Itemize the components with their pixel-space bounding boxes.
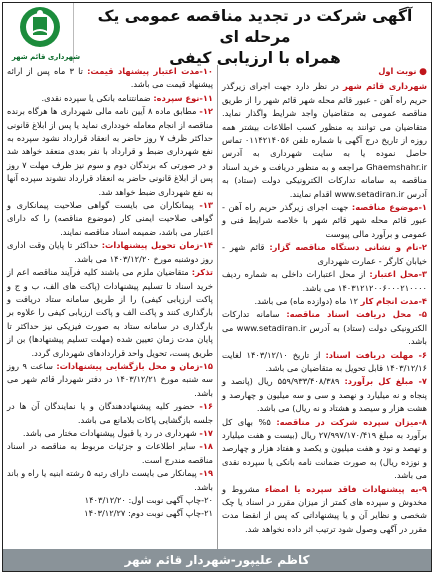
clause-paragraph bbox=[7, 360, 213, 400]
clause-heading: ۷- مبلغ کل برآورد: bbox=[344, 376, 427, 387]
clause-paragraph bbox=[7, 199, 213, 239]
ad-header bbox=[3, 3, 431, 65]
clause-text: شهرداری در رد یا قبول پیشنهادات مختار می باشد. bbox=[22, 427, 200, 438]
clause-text: حضور کلیه پیشنهاددهندگان و یا نمایندگان آن ها در جلسه بازگشایی پاکات بلامانع می باشد. bbox=[7, 401, 213, 425]
clause-heading: ۱۷- bbox=[199, 427, 213, 438]
clause-paragraph bbox=[7, 92, 213, 105]
right-column bbox=[217, 65, 431, 551]
clause-heading: ۳-محل اعتبار: bbox=[369, 269, 427, 280]
clause-paragraph bbox=[7, 266, 213, 360]
clause-text: ۲۱-چاپ آگهی نوبت دوم: ۱۴۰۳/۱۲/۲۷ bbox=[84, 508, 213, 519]
clause-heading: ۶- مهلت دریافت اسناد: bbox=[325, 349, 427, 360]
clause-paragraph bbox=[222, 308, 427, 348]
clause-text: متقاضیان ملزم می باشند کلیه فرآیند مناقصه اعم از خرید اسناد تا تسلیم پیشنهادات (پاکت های الف، ب و ج و پاکت ارزیابی کیفی) را از طریق سامانه ستاد دریافت و بارگذاری کنند و پاکت الف و پاکت ارزیابی کیفی را علاوه بر بارگذاری در سامانه ستاد به صورت فیزیکی نیز حداکثر تا پایان مدت زمان تعیین شده (مهلت تسلیم پیشنهادها) بن از طریق پست، تحویل واحد قراردادهای شهرداری گردد. bbox=[7, 267, 213, 358]
clause-text: در نظر دارد جهت اجرای زیرگذر حریم راه آهن - عبور قائم محله شهر قائم شهر را از طریق مناقصه عمومی به متقاضیان واجد شرایط واگذار نماید. متقاضیان می توانند به منظور کسب اطلاعات بیشتر همه روزه از تاریخ درج آگهی با شماره تلفن ۰۱۱۴۲۱۴۰۵۶ تماس حاصل نموده یا به سایت شهرداری به آدرس Ghaemshahr.ir مراجعه و به منظور دریافت و خرید اسناد مناقصه به سامانه تدارکات الکترونیکی دولت (ستاد) به آدرس www.setadiran.ir اقدام نمایند. bbox=[222, 81, 427, 199]
clause-heading: ۲-نام و نشانی دستگاه مناقصه گزار: bbox=[269, 242, 427, 253]
clause-paragraph bbox=[222, 416, 427, 483]
clause-text: سایر اطلاعات و جزئیات مربوط به مناقصه در اسناد مناقصه مندرج است. bbox=[7, 441, 213, 465]
clause-paragraph bbox=[7, 494, 213, 507]
clause-text: پیمانکار می بایست دارای رتبه ۵ رشته ابنیه یا راه و باند باشد. bbox=[7, 468, 213, 492]
clause-text: سامانه تدارکات الکترونیکی دولت (ستاد) به آدرس www.setadiran.ir می باشد. bbox=[222, 309, 428, 347]
clause-heading: ۱۰-مدت اعتبار پیشنهاد قیمت: bbox=[87, 66, 213, 76]
clause-paragraph bbox=[7, 400, 213, 427]
municipality-logo bbox=[9, 5, 81, 63]
clause-heading: ۹-به پیشنهادات فاقد سپرده یا امضاء bbox=[265, 483, 427, 494]
clause-text: ۱۲ ماه (دوازده ماه) می باشد. bbox=[254, 295, 361, 306]
clause-heading: ۱۶- bbox=[199, 401, 213, 412]
clause-text: پیمانکاران می بایست گواهی صلاحیت پیمانکاری و گواهی صلاحیت ایمنی کار (موضوع مناقصه) را که دارای اعتبار می باشد، ضمیمه اسناد مناقصه نمایند. bbox=[7, 200, 213, 237]
clause-heading: ۴-مدت انجام کار bbox=[360, 295, 427, 306]
clause-paragraph bbox=[222, 375, 427, 415]
clause-heading: ۱۸- bbox=[199, 441, 213, 452]
logo-caption: شهرداری قائم شهر bbox=[11, 53, 81, 61]
clause-heading: ۱۳- bbox=[199, 200, 213, 211]
clause-text: قائم شهر - خیابان کارگر - عمارت شهرداری bbox=[222, 242, 427, 266]
clause-paragraph bbox=[222, 241, 427, 268]
clause-paragraph bbox=[7, 440, 213, 467]
clause-paragraph bbox=[222, 295, 427, 308]
clause-heading: شهرداری قائم شهر bbox=[342, 81, 427, 92]
clause-paragraph bbox=[222, 349, 427, 376]
clause-paragraph bbox=[222, 483, 427, 537]
ad-title bbox=[85, 6, 425, 69]
clause-text: جهت اجرای زیرگذر حریم راه آهن - عبور قائم محله شهر قائم شهر با خلاصه شرایط فنی و عمومی و برآورد مالی پیوست bbox=[222, 202, 427, 239]
clause-heading: ۱-موضوع مناقصه: bbox=[351, 202, 427, 213]
clause-text: مطابق ماده ۸ آیین نامه مالی شهرداری ها هرگاه برنده مناقصه از انجام معامله خودداری نماید یا پس از ابلاغ قانونی حداکثر ظرف ۷ روز حاضر به انعقاد قرارداد نشود سپرده به نفع شهرداری ضبط و قرارداد با نفر بعدی منعقد خواهد شد و در صورتی که برندگان دوم و سوم نیز ظرف مهلت ۷ روز پس از ابلاغ قانونی حاضر به انعقاد قرارداد نشوند سپرده آنها به نفع شهرداری ضبط خواهد شد. bbox=[7, 106, 213, 197]
clause-paragraph bbox=[222, 201, 427, 241]
clause-heading: ۱۱-نوع سپرده: bbox=[153, 92, 213, 103]
clause-text: از محل اعتبارات داخلی به شماره ردیف ۱۴۰۳۱۲۱۲۰۰۶۰۰۰۲۱۰۰۰۰ می باشد. bbox=[222, 269, 427, 293]
clause-paragraph bbox=[7, 467, 213, 494]
clause-heading: تذکر: bbox=[191, 267, 213, 278]
clause-text: ساعت ۹ روز سه شنبه مورخ ۱۴۰۳/۱۲/۲۱ در دفتر شهردار قائم شهر می باشد. bbox=[7, 360, 214, 398]
clause-text: تا ۳ ماه پس از ارائه پیشنهاد قیمت می باشد. bbox=[7, 66, 213, 90]
advertisement bbox=[2, 2, 432, 572]
clause-paragraph bbox=[7, 507, 213, 520]
title-line-1: آگهی شرکت در تجدید مناقصه عمومی یک مرحله ای bbox=[97, 7, 413, 46]
clause-paragraph bbox=[7, 427, 213, 440]
clause-paragraph bbox=[7, 239, 213, 266]
clause-text: مشروط و مخدوش و سپرده های کمتر از میزان مقرر در اسناد یا چک شخصی و نظایر آن و یا پیشنهاداتی که پس از انقضا مدت مقرر در آگهی وصول شود ترتیب اثر داده نخواهد شد. bbox=[222, 483, 427, 534]
clause-heading: ۱۲- bbox=[199, 106, 213, 117]
logo-emblem-icon bbox=[9, 5, 71, 51]
clause-heading: ۱۵-زمان و محل بازگشایی پیشنهادات: bbox=[56, 360, 213, 371]
clause-text: ۵% بهای کل برآورد به مبلغ ۲۷/۹۹۷/۱۷۰/۴۱۹ ریال (بیست و هفت میلیارد و نهصد و نود و هفت میلیون و یکصد و هفتاد هزار و چهارصد و نوزده ریال) به صورت ضمانت نامه بانکی یا سپرده نقدی می باشد. bbox=[222, 416, 427, 481]
clause-heading: ۱۴-زمان تحویل پیشنهادات: bbox=[101, 240, 213, 251]
ad-footer: کاظم علیپور-شهردار قائم شهر bbox=[3, 549, 431, 571]
clause-paragraph bbox=[7, 105, 213, 199]
clause-paragraph bbox=[222, 268, 427, 295]
clause-text: ۵۵۹/۹۳۳/۴۰۸/۳۸۹ ریال (پانصد و پنجاه و نه میلیارد و نهصد و سی و سه میلیون و چهارصد و هشت هزار و سیصد و هشتاد و نه ریال) می باشد. bbox=[222, 376, 427, 414]
issue-tag bbox=[222, 65, 427, 79]
clause-paragraph bbox=[222, 80, 427, 201]
title-line-2: همراه با ارزیابی کیفی bbox=[169, 49, 341, 67]
clause-paragraph bbox=[7, 65, 213, 92]
clause-text: ضمانتنامه بانکی یا سپرده نقدی. bbox=[41, 92, 154, 103]
clause-heading: ۸-میزان سپرده شرکت در مناقصه: bbox=[276, 416, 427, 427]
clause-heading: ۱۹- bbox=[199, 468, 214, 479]
bullet-icon: ● bbox=[419, 67, 427, 77]
clause-text: ۲۰-چاپ آگهی نوبت اول: ۱۴۰۳/۱۲/۲۰ bbox=[84, 495, 213, 505]
clause-text: از تاریخ ۱۴۰۳/۱۲/۱۰ لغایت ۱۴۰۳/۱۲/۱۶ قابل تحویل به متقاضیان می باشد. bbox=[222, 349, 427, 373]
clause-heading: ۵- محل دریافت اسناد مناقصه: bbox=[286, 309, 427, 320]
ad-body bbox=[3, 65, 431, 551]
clause-text: حداکثر تا پایان وقت اداری روز دوشنبه مورخ ۱۴۰۳/۱۲/۲۰ می باشد. bbox=[7, 240, 213, 264]
left-column bbox=[3, 65, 217, 551]
issue-label: نوبت اول bbox=[378, 66, 417, 76]
